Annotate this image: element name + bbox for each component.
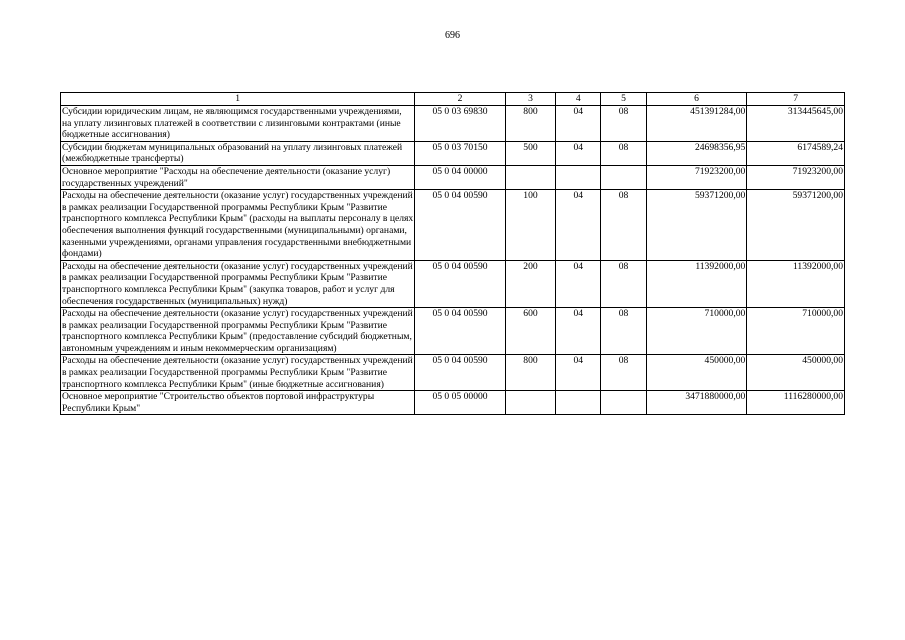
- target-article-code: 05 0 04 00000: [415, 165, 506, 189]
- subsection-code: 08: [601, 190, 646, 261]
- target-article-code: 05 0 03 70150: [415, 141, 506, 165]
- target-article-code: 05 0 04 00590: [415, 355, 506, 391]
- row-description: Основное мероприятие "Расходы на обеспечение деятельности (оказание услуг) государственных учреждений": [61, 165, 415, 189]
- row-description: Основное мероприятие "Строительство объектов портовой инфраструктуры Республики Крым": [61, 391, 415, 415]
- subsection-code: 08: [601, 355, 646, 391]
- header-row: [61, 93, 845, 106]
- table-row: [61, 355, 845, 391]
- table-row: [61, 141, 845, 165]
- section-code: 04: [556, 308, 601, 355]
- target-article-code: 05 0 03 69830: [415, 106, 506, 142]
- amount-year-2: 313445645,00: [747, 106, 845, 142]
- amount-year-1: 11392000,00: [646, 260, 747, 307]
- table-row: [61, 190, 845, 261]
- amount-year-1: 450000,00: [646, 355, 747, 391]
- subsection-code: 08: [601, 308, 646, 355]
- row-description: Субсидии юридическим лицам, не являющимся государственными учреждениями, на уплату лизинговых платежей в соответствии с лизинговыми контрактами (иные бюджетные ассигнования): [61, 106, 415, 142]
- expense-type-code: 100: [505, 190, 555, 261]
- page-number: 696: [445, 30, 460, 41]
- budget-table: [60, 92, 845, 415]
- header-col-7: 7: [747, 93, 845, 106]
- header-col-1: 1: [61, 93, 415, 106]
- section-code: [556, 165, 601, 189]
- section-code: 04: [556, 190, 601, 261]
- target-article-code: 05 0 04 00590: [415, 260, 506, 307]
- section-code: 04: [556, 141, 601, 165]
- amount-year-1: 451391284,00: [646, 106, 747, 142]
- row-description: Субсидии бюджетам муниципальных образований на уплату лизинговых платежей (межбюджетные трансферты): [61, 141, 415, 165]
- expense-type-code: [505, 165, 555, 189]
- amount-year-2: 710000,00: [747, 308, 845, 355]
- subsection-code: [601, 391, 646, 415]
- expense-type-code: [505, 391, 555, 415]
- amount-year-2: 59371200,00: [747, 190, 845, 261]
- subsection-code: 08: [601, 141, 646, 165]
- section-code: 04: [556, 106, 601, 142]
- expense-type-code: 600: [505, 308, 555, 355]
- target-article-code: 05 0 04 00590: [415, 308, 506, 355]
- row-description: Расходы на обеспечение деятельности (оказание услуг) государственных учреждений в рамках реализации Государственной программы Республики Крым "Развитие транспортного комплекса Республики Крым" (расходы на выплаты персоналу в целях обеспечения выполнения функций государственными (муниципальными) органами, казенными учреждениями, органами управления государственными внебюджетными фондами): [62, 190, 414, 260]
- amount-year-1: 710000,00: [646, 308, 747, 355]
- amount-year-1: 59371200,00: [646, 190, 747, 261]
- amount-year-1: 3471880000,00: [646, 391, 747, 415]
- amount-year-2: 6174589,24: [747, 141, 845, 165]
- row-description: Расходы на обеспечение деятельности (оказание услуг) государственных учреждений в рамках реализации Государственной программы Республики Крым "Развитие транспортного комплекса Республики Крым" (предоставление субсидий бюджетным, автономным учреждениям и иным некоммерческим организациям): [62, 308, 413, 354]
- table-row: [61, 308, 845, 355]
- row-description: Расходы на обеспечение деятельности (оказание услуг) государственных учреждений в рамках реализации Государственной программы Республики Крым "Развитие транспортного комплекса Республики Крым" (закупка товаров, работ и услуг для обеспечения государственных (муниципальных) нужд): [62, 260, 413, 307]
- amount-year-2: 71923200,00: [747, 165, 845, 189]
- table-row: [61, 260, 845, 307]
- header-col-2: 2: [415, 93, 506, 106]
- header-col-6: 6: [646, 93, 747, 106]
- header-col-5: 5: [601, 93, 646, 106]
- amount-year-2: 450000,00: [747, 355, 845, 391]
- amount-year-1: 71923200,00: [646, 165, 747, 189]
- subsection-code: [601, 165, 646, 189]
- expense-type-code: 200: [505, 260, 555, 307]
- expense-type-code: 800: [505, 355, 555, 391]
- header-col-4: 4: [556, 93, 601, 106]
- subsection-code: 08: [601, 106, 646, 142]
- table-row: [61, 165, 845, 189]
- subsection-code: 08: [601, 260, 646, 307]
- section-code: 04: [556, 355, 601, 391]
- target-article-code: 05 0 05 00000: [415, 391, 506, 415]
- section-code: [556, 391, 601, 415]
- amount-year-2: 1116280000,00: [747, 391, 845, 415]
- section-code: 04: [556, 260, 601, 307]
- table-row: [61, 391, 845, 415]
- table-row: [61, 106, 845, 142]
- expense-type-code: 500: [505, 141, 555, 165]
- row-description: Расходы на обеспечение деятельности (оказание услуг) государственных учреждений в рамках реализации Государственной программы Республики Крым "Развитие транспортного комплекса Республики Крым" (иные бюджетные ассигнования): [62, 355, 413, 390]
- amount-year-2: 11392000,00: [747, 260, 845, 307]
- header-col-3: 3: [505, 93, 555, 106]
- target-article-code: 05 0 04 00590: [415, 190, 506, 261]
- expense-type-code: 800: [505, 106, 555, 142]
- amount-year-1: 24698356,95: [646, 141, 747, 165]
